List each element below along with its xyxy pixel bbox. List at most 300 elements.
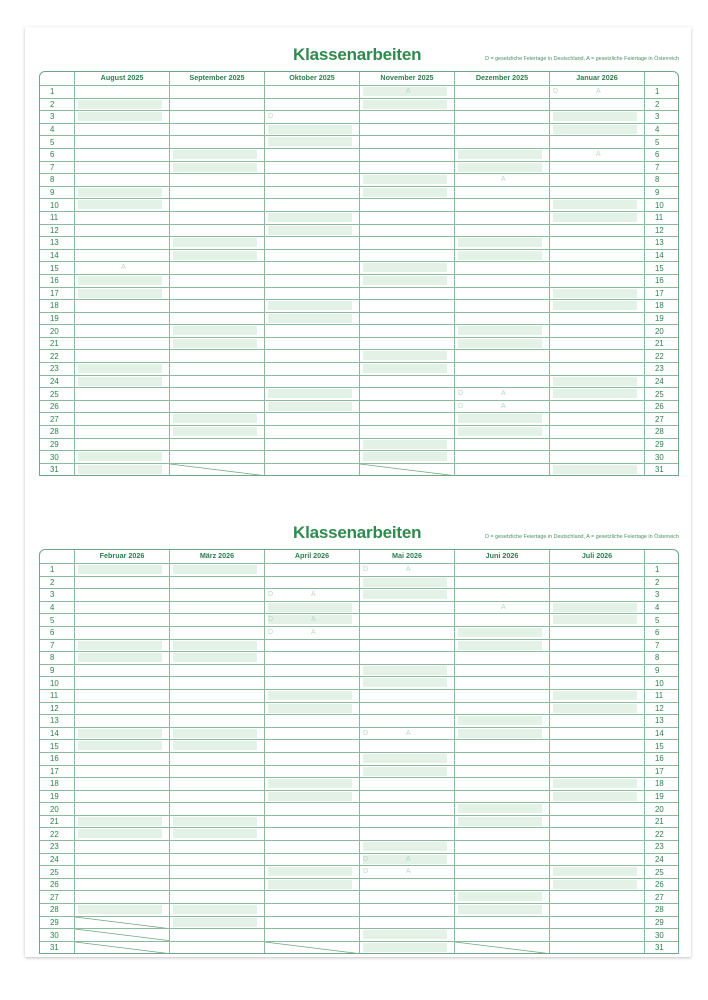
exam-entry-cell[interactable] xyxy=(549,250,644,262)
exam-entry-cell[interactable] xyxy=(549,124,644,136)
exam-entry-cell[interactable] xyxy=(74,841,169,853)
exam-entry-cell[interactable] xyxy=(264,690,359,702)
exam-entry-cell[interactable] xyxy=(74,778,169,790)
exam-entry-cell[interactable] xyxy=(549,451,644,463)
exam-entry-cell[interactable] xyxy=(454,199,549,211)
exam-entry-cell[interactable] xyxy=(74,212,169,224)
exam-entry-cell[interactable] xyxy=(549,640,644,652)
exam-entry-cell[interactable] xyxy=(359,816,454,828)
exam-entry-cell[interactable] xyxy=(74,614,169,626)
exam-entry-cell[interactable] xyxy=(169,854,264,866)
exam-entry-cell[interactable] xyxy=(169,602,264,614)
exam-entry-cell[interactable] xyxy=(549,212,644,224)
exam-entry-cell[interactable] xyxy=(359,300,454,312)
exam-entry-cell[interactable] xyxy=(549,828,644,840)
exam-entry-cell[interactable] xyxy=(169,577,264,589)
exam-entry-cell[interactable] xyxy=(454,124,549,136)
exam-entry-cell[interactable] xyxy=(359,614,454,626)
exam-entry-cell[interactable] xyxy=(169,313,264,325)
exam-entry-cell[interactable] xyxy=(169,124,264,136)
exam-entry-cell[interactable] xyxy=(74,376,169,388)
exam-entry-cell[interactable] xyxy=(549,602,644,614)
exam-entry-cell[interactable] xyxy=(264,99,359,111)
exam-entry-cell[interactable] xyxy=(359,86,454,98)
exam-entry-cell[interactable] xyxy=(169,627,264,639)
exam-entry-cell[interactable] xyxy=(169,187,264,199)
exam-entry-cell[interactable] xyxy=(264,288,359,300)
exam-entry-cell[interactable] xyxy=(549,803,644,815)
exam-entry-cell[interactable] xyxy=(454,803,549,815)
exam-entry-cell[interactable] xyxy=(359,904,454,916)
exam-entry-cell[interactable] xyxy=(359,828,454,840)
exam-entry-cell[interactable] xyxy=(74,766,169,778)
exam-entry-cell[interactable] xyxy=(264,439,359,451)
exam-entry-cell[interactable] xyxy=(169,753,264,765)
exam-entry-cell[interactable] xyxy=(359,338,454,350)
exam-entry-cell[interactable] xyxy=(169,401,264,413)
exam-entry-cell[interactable] xyxy=(169,816,264,828)
exam-entry-cell[interactable] xyxy=(359,791,454,803)
exam-entry-cell[interactable] xyxy=(74,602,169,614)
exam-entry-cell[interactable] xyxy=(359,891,454,903)
exam-entry-cell[interactable] xyxy=(359,451,454,463)
exam-entry-cell[interactable] xyxy=(169,426,264,438)
exam-entry-cell[interactable] xyxy=(359,376,454,388)
exam-entry-cell[interactable] xyxy=(359,313,454,325)
exam-entry-cell[interactable] xyxy=(549,111,644,123)
exam-entry-cell[interactable] xyxy=(74,891,169,903)
exam-entry-cell[interactable] xyxy=(549,879,644,891)
exam-entry-cell[interactable] xyxy=(359,212,454,224)
exam-entry-cell[interactable] xyxy=(549,891,644,903)
exam-entry-cell[interactable] xyxy=(359,388,454,400)
exam-entry-cell[interactable] xyxy=(454,300,549,312)
exam-entry-cell[interactable] xyxy=(549,338,644,350)
exam-entry-cell[interactable] xyxy=(359,325,454,337)
exam-entry-cell[interactable] xyxy=(549,854,644,866)
exam-entry-cell[interactable] xyxy=(264,589,359,601)
exam-entry-cell[interactable] xyxy=(74,288,169,300)
exam-entry-cell[interactable] xyxy=(169,929,264,941)
exam-entry-cell[interactable] xyxy=(169,199,264,211)
exam-entry-cell[interactable] xyxy=(169,149,264,161)
exam-entry-cell[interactable] xyxy=(549,791,644,803)
exam-entry-cell[interactable] xyxy=(359,703,454,715)
exam-entry-cell[interactable] xyxy=(264,86,359,98)
exam-entry-cell[interactable] xyxy=(454,275,549,287)
exam-entry-cell[interactable] xyxy=(359,917,454,929)
exam-entry-cell[interactable] xyxy=(74,162,169,174)
exam-entry-cell[interactable] xyxy=(74,325,169,337)
exam-entry-cell[interactable] xyxy=(74,728,169,740)
exam-entry-cell[interactable] xyxy=(549,715,644,727)
exam-entry-cell[interactable] xyxy=(454,426,549,438)
exam-entry-cell[interactable] xyxy=(264,174,359,186)
exam-entry-cell[interactable] xyxy=(74,753,169,765)
exam-entry-cell[interactable] xyxy=(549,728,644,740)
exam-entry-cell[interactable] xyxy=(454,464,549,476)
exam-entry-cell[interactable] xyxy=(454,627,549,639)
exam-entry-cell[interactable] xyxy=(264,614,359,626)
exam-entry-cell[interactable] xyxy=(264,149,359,161)
exam-entry-cell[interactable] xyxy=(74,703,169,715)
exam-entry-cell[interactable] xyxy=(359,803,454,815)
exam-entry-cell[interactable] xyxy=(74,715,169,727)
exam-entry-cell[interactable] xyxy=(359,753,454,765)
exam-entry-cell[interactable] xyxy=(74,300,169,312)
exam-entry-cell[interactable] xyxy=(454,854,549,866)
exam-entry-cell[interactable] xyxy=(549,325,644,337)
exam-entry-cell[interactable] xyxy=(264,388,359,400)
exam-entry-cell[interactable] xyxy=(549,350,644,362)
exam-entry-cell[interactable] xyxy=(454,338,549,350)
exam-entry-cell[interactable] xyxy=(264,187,359,199)
exam-entry-cell[interactable] xyxy=(74,225,169,237)
exam-entry-cell[interactable] xyxy=(454,111,549,123)
exam-entry-cell[interactable] xyxy=(264,225,359,237)
exam-entry-cell[interactable] xyxy=(454,703,549,715)
exam-entry-cell[interactable] xyxy=(549,766,644,778)
exam-entry-cell[interactable] xyxy=(359,577,454,589)
exam-entry-cell[interactable] xyxy=(454,602,549,614)
exam-entry-cell[interactable] xyxy=(454,879,549,891)
exam-entry-cell[interactable] xyxy=(454,376,549,388)
exam-entry-cell[interactable] xyxy=(264,136,359,148)
exam-entry-cell[interactable] xyxy=(549,703,644,715)
exam-entry-cell[interactable] xyxy=(549,376,644,388)
exam-entry-cell[interactable] xyxy=(549,753,644,765)
exam-entry-cell[interactable] xyxy=(549,677,644,689)
exam-entry-cell[interactable] xyxy=(264,313,359,325)
exam-entry-cell[interactable] xyxy=(454,816,549,828)
exam-entry-cell[interactable] xyxy=(74,627,169,639)
exam-entry-cell[interactable] xyxy=(454,917,549,929)
exam-entry-cell[interactable] xyxy=(359,854,454,866)
exam-entry-cell[interactable] xyxy=(264,803,359,815)
exam-entry-cell[interactable] xyxy=(264,350,359,362)
exam-entry-cell[interactable] xyxy=(359,879,454,891)
exam-entry-cell[interactable] xyxy=(74,439,169,451)
exam-entry-cell[interactable] xyxy=(74,99,169,111)
exam-entry-cell[interactable] xyxy=(359,426,454,438)
exam-entry-cell[interactable] xyxy=(74,363,169,375)
exam-entry-cell[interactable] xyxy=(454,250,549,262)
exam-entry-cell[interactable] xyxy=(454,740,549,752)
exam-entry-cell[interactable] xyxy=(169,791,264,803)
exam-entry-cell[interactable] xyxy=(454,778,549,790)
exam-entry-cell[interactable] xyxy=(454,451,549,463)
exam-entry-cell[interactable] xyxy=(169,703,264,715)
exam-entry-cell[interactable] xyxy=(74,464,169,476)
exam-entry-cell[interactable] xyxy=(549,388,644,400)
exam-entry-cell[interactable] xyxy=(169,715,264,727)
exam-entry-cell[interactable] xyxy=(454,388,549,400)
exam-entry-cell[interactable] xyxy=(359,627,454,639)
exam-entry-cell[interactable] xyxy=(454,640,549,652)
exam-entry-cell[interactable] xyxy=(549,149,644,161)
exam-entry-cell[interactable] xyxy=(169,212,264,224)
exam-entry-cell[interactable] xyxy=(74,199,169,211)
exam-entry-cell[interactable] xyxy=(549,464,644,476)
exam-entry-cell[interactable] xyxy=(169,325,264,337)
exam-entry-cell[interactable] xyxy=(264,577,359,589)
exam-entry-cell[interactable] xyxy=(264,841,359,853)
exam-entry-cell[interactable] xyxy=(454,891,549,903)
exam-entry-cell[interactable] xyxy=(169,388,264,400)
exam-entry-cell[interactable] xyxy=(74,589,169,601)
exam-entry-cell[interactable] xyxy=(549,413,644,425)
exam-entry-cell[interactable] xyxy=(359,124,454,136)
exam-entry-cell[interactable] xyxy=(359,199,454,211)
exam-entry-cell[interactable] xyxy=(169,111,264,123)
exam-entry-cell[interactable] xyxy=(549,187,644,199)
exam-entry-cell[interactable] xyxy=(169,376,264,388)
exam-entry-cell[interactable] xyxy=(359,149,454,161)
exam-entry-cell[interactable] xyxy=(264,828,359,840)
exam-entry-cell[interactable] xyxy=(549,942,644,954)
exam-entry-cell[interactable] xyxy=(169,740,264,752)
exam-entry-cell[interactable] xyxy=(264,891,359,903)
exam-entry-cell[interactable] xyxy=(169,174,264,186)
exam-entry-cell[interactable] xyxy=(169,300,264,312)
exam-entry-cell[interactable] xyxy=(454,350,549,362)
exam-entry-cell[interactable] xyxy=(74,791,169,803)
exam-entry-cell[interactable] xyxy=(359,677,454,689)
exam-entry-cell[interactable] xyxy=(359,162,454,174)
exam-entry-cell[interactable] xyxy=(74,665,169,677)
exam-entry-cell[interactable] xyxy=(74,338,169,350)
exam-entry-cell[interactable] xyxy=(454,677,549,689)
exam-entry-cell[interactable] xyxy=(264,778,359,790)
exam-entry-cell[interactable] xyxy=(169,728,264,740)
exam-entry-cell[interactable] xyxy=(549,816,644,828)
exam-entry-cell[interactable] xyxy=(74,904,169,916)
exam-entry-cell[interactable] xyxy=(264,791,359,803)
exam-entry-cell[interactable] xyxy=(264,728,359,740)
exam-entry-cell[interactable] xyxy=(549,652,644,664)
exam-entry-cell[interactable] xyxy=(359,740,454,752)
exam-entry-cell[interactable] xyxy=(359,99,454,111)
exam-entry-cell[interactable] xyxy=(454,174,549,186)
exam-entry-cell[interactable] xyxy=(359,350,454,362)
exam-entry-cell[interactable] xyxy=(74,313,169,325)
exam-entry-cell[interactable] xyxy=(549,665,644,677)
exam-entry-cell[interactable] xyxy=(74,413,169,425)
exam-entry-cell[interactable] xyxy=(549,439,644,451)
exam-entry-cell[interactable] xyxy=(454,904,549,916)
exam-entry-cell[interactable] xyxy=(74,401,169,413)
exam-entry-cell[interactable] xyxy=(359,778,454,790)
exam-entry-cell[interactable] xyxy=(74,426,169,438)
exam-entry-cell[interactable] xyxy=(359,652,454,664)
exam-entry-cell[interactable] xyxy=(169,891,264,903)
exam-entry-cell[interactable] xyxy=(74,250,169,262)
exam-entry-cell[interactable] xyxy=(169,640,264,652)
exam-entry-cell[interactable] xyxy=(169,652,264,664)
exam-entry-cell[interactable] xyxy=(359,866,454,878)
exam-entry-cell[interactable] xyxy=(454,715,549,727)
exam-entry-cell[interactable] xyxy=(264,740,359,752)
exam-entry-cell[interactable] xyxy=(454,413,549,425)
exam-entry-cell[interactable] xyxy=(264,602,359,614)
exam-entry-cell[interactable] xyxy=(359,363,454,375)
exam-entry-cell[interactable] xyxy=(169,841,264,853)
exam-entry-cell[interactable] xyxy=(264,111,359,123)
exam-entry-cell[interactable] xyxy=(74,677,169,689)
exam-entry-cell[interactable] xyxy=(454,766,549,778)
exam-entry-cell[interactable] xyxy=(549,577,644,589)
exam-entry-cell[interactable] xyxy=(454,652,549,664)
exam-entry-cell[interactable] xyxy=(454,237,549,249)
exam-entry-cell[interactable] xyxy=(454,325,549,337)
exam-entry-cell[interactable] xyxy=(169,451,264,463)
exam-entry-cell[interactable] xyxy=(549,740,644,752)
exam-entry-cell[interactable] xyxy=(264,262,359,274)
exam-entry-cell[interactable] xyxy=(264,124,359,136)
exam-entry-cell[interactable] xyxy=(359,602,454,614)
exam-entry-cell[interactable] xyxy=(359,728,454,740)
exam-entry-cell[interactable] xyxy=(454,614,549,626)
exam-entry-cell[interactable] xyxy=(359,237,454,249)
exam-entry-cell[interactable] xyxy=(169,439,264,451)
exam-entry-cell[interactable] xyxy=(74,111,169,123)
exam-entry-cell[interactable] xyxy=(454,363,549,375)
exam-entry-cell[interactable] xyxy=(169,288,264,300)
exam-entry-cell[interactable] xyxy=(454,288,549,300)
exam-entry-cell[interactable] xyxy=(549,778,644,790)
exam-entry-cell[interactable] xyxy=(74,803,169,815)
exam-entry-cell[interactable] xyxy=(359,288,454,300)
exam-entry-cell[interactable] xyxy=(264,703,359,715)
exam-entry-cell[interactable] xyxy=(264,338,359,350)
exam-entry-cell[interactable] xyxy=(359,715,454,727)
exam-entry-cell[interactable] xyxy=(549,426,644,438)
exam-entry-cell[interactable] xyxy=(549,288,644,300)
exam-entry-cell[interactable] xyxy=(169,766,264,778)
exam-entry-cell[interactable] xyxy=(74,187,169,199)
exam-entry-cell[interactable] xyxy=(454,136,549,148)
exam-entry-cell[interactable] xyxy=(549,866,644,878)
exam-entry-cell[interactable] xyxy=(549,690,644,702)
exam-entry-cell[interactable] xyxy=(264,627,359,639)
exam-entry-cell[interactable] xyxy=(264,879,359,891)
exam-entry-cell[interactable] xyxy=(169,677,264,689)
exam-entry-cell[interactable] xyxy=(454,753,549,765)
exam-entry-cell[interactable] xyxy=(454,212,549,224)
exam-entry-cell[interactable] xyxy=(264,753,359,765)
exam-entry-cell[interactable] xyxy=(169,225,264,237)
exam-entry-cell[interactable] xyxy=(74,577,169,589)
exam-entry-cell[interactable] xyxy=(264,325,359,337)
exam-entry-cell[interactable] xyxy=(264,426,359,438)
exam-entry-cell[interactable] xyxy=(454,929,549,941)
exam-entry-cell[interactable] xyxy=(454,262,549,274)
exam-entry-cell[interactable] xyxy=(74,174,169,186)
exam-entry-cell[interactable] xyxy=(264,816,359,828)
exam-entry-cell[interactable] xyxy=(264,199,359,211)
exam-entry-cell[interactable] xyxy=(359,136,454,148)
exam-entry-cell[interactable] xyxy=(169,262,264,274)
exam-entry-cell[interactable] xyxy=(454,828,549,840)
exam-entry-cell[interactable] xyxy=(454,313,549,325)
exam-entry-cell[interactable] xyxy=(169,828,264,840)
exam-entry-cell[interactable] xyxy=(549,917,644,929)
exam-entry-cell[interactable] xyxy=(169,690,264,702)
exam-entry-cell[interactable] xyxy=(264,904,359,916)
exam-entry-cell[interactable] xyxy=(359,589,454,601)
exam-entry-cell[interactable] xyxy=(454,665,549,677)
exam-entry-cell[interactable] xyxy=(549,929,644,941)
exam-entry-cell[interactable] xyxy=(74,652,169,664)
exam-entry-cell[interactable] xyxy=(74,816,169,828)
exam-entry-cell[interactable] xyxy=(74,640,169,652)
exam-entry-cell[interactable] xyxy=(454,589,549,601)
exam-entry-cell[interactable] xyxy=(549,225,644,237)
exam-entry-cell[interactable] xyxy=(169,136,264,148)
exam-entry-cell[interactable] xyxy=(74,564,169,576)
exam-entry-cell[interactable] xyxy=(359,841,454,853)
exam-entry-cell[interactable] xyxy=(169,917,264,929)
exam-entry-cell[interactable] xyxy=(169,778,264,790)
exam-entry-cell[interactable] xyxy=(454,149,549,161)
exam-entry-cell[interactable] xyxy=(549,627,644,639)
exam-entry-cell[interactable] xyxy=(74,879,169,891)
exam-entry-cell[interactable] xyxy=(454,187,549,199)
exam-entry-cell[interactable] xyxy=(454,841,549,853)
exam-entry-cell[interactable] xyxy=(264,401,359,413)
exam-entry-cell[interactable] xyxy=(264,652,359,664)
exam-entry-cell[interactable] xyxy=(454,564,549,576)
exam-entry-cell[interactable] xyxy=(74,262,169,274)
exam-entry-cell[interactable] xyxy=(359,942,454,954)
exam-entry-cell[interactable] xyxy=(169,162,264,174)
exam-entry-cell[interactable] xyxy=(359,275,454,287)
exam-entry-cell[interactable] xyxy=(264,464,359,476)
exam-entry-cell[interactable] xyxy=(359,766,454,778)
exam-entry-cell[interactable] xyxy=(454,866,549,878)
exam-entry-cell[interactable] xyxy=(74,690,169,702)
exam-entry-cell[interactable] xyxy=(549,275,644,287)
exam-entry-cell[interactable] xyxy=(549,162,644,174)
exam-entry-cell[interactable] xyxy=(549,86,644,98)
exam-entry-cell[interactable] xyxy=(169,879,264,891)
exam-entry-cell[interactable] xyxy=(549,401,644,413)
exam-entry-cell[interactable] xyxy=(264,640,359,652)
exam-entry-cell[interactable] xyxy=(359,665,454,677)
exam-entry-cell[interactable] xyxy=(359,187,454,199)
exam-entry-cell[interactable] xyxy=(74,866,169,878)
exam-entry-cell[interactable] xyxy=(454,86,549,98)
exam-entry-cell[interactable] xyxy=(264,275,359,287)
exam-entry-cell[interactable] xyxy=(454,690,549,702)
exam-entry-cell[interactable] xyxy=(169,866,264,878)
exam-entry-cell[interactable] xyxy=(264,237,359,249)
exam-entry-cell[interactable] xyxy=(264,451,359,463)
exam-entry-cell[interactable] xyxy=(359,439,454,451)
exam-entry-cell[interactable] xyxy=(549,589,644,601)
exam-entry-cell[interactable] xyxy=(359,564,454,576)
exam-entry-cell[interactable] xyxy=(264,376,359,388)
exam-entry-cell[interactable] xyxy=(169,665,264,677)
exam-entry-cell[interactable] xyxy=(454,791,549,803)
exam-entry-cell[interactable] xyxy=(454,577,549,589)
exam-entry-cell[interactable] xyxy=(264,564,359,576)
exam-entry-cell[interactable] xyxy=(549,564,644,576)
exam-entry-cell[interactable] xyxy=(264,363,359,375)
exam-entry-cell[interactable] xyxy=(74,149,169,161)
exam-entry-cell[interactable] xyxy=(359,413,454,425)
exam-entry-cell[interactable] xyxy=(359,640,454,652)
